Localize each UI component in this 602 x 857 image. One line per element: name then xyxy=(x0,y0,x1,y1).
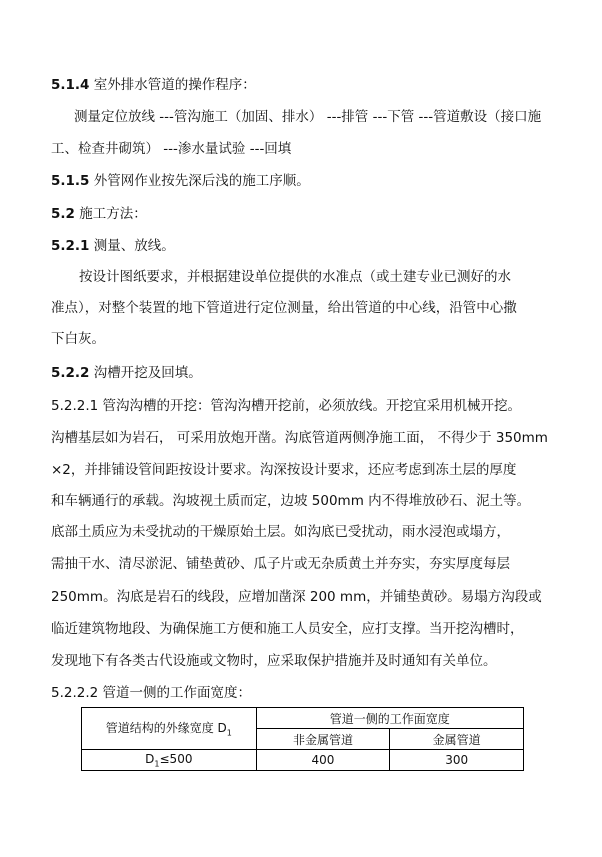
table-cell-d1: $D_1\le 500$ xyxy=(82,750,257,771)
work-width-table xyxy=(81,707,524,771)
heading-5-1-4 xyxy=(51,76,256,94)
table-header-metal: 金属管道 xyxy=(390,729,524,750)
section-title: 测量、放线。 xyxy=(89,238,175,254)
paragraph-line: 测量定位放线 ---管沟施工（加固、排水） ---排管 ---下管 ---管道敷设（接口施 xyxy=(74,109,542,125)
heading-5-2 xyxy=(51,205,147,223)
section-number: 5.1.4 xyxy=(51,77,90,93)
section-title: 外管网作业按先深后浅的施工序顺。 xyxy=(89,173,310,189)
section-title: 室外排水管道的操作程序： xyxy=(89,77,256,93)
table-header-nonmetal: 非金属管道 xyxy=(256,729,390,750)
heading-5-2-2-2: 5.2.2.2 管道一侧的工作面宽度： xyxy=(51,685,252,701)
paragraph-line: 5.2.2.1 管沟沟槽的开挖：管沟沟槽开挖前，必须放线。开挖宜采用机械开挖。 xyxy=(51,398,522,414)
paragraph-line: 工、检查井砌筑） ---渗水量试验 ---回填 xyxy=(51,141,292,157)
table-row xyxy=(82,750,524,771)
section-number: 5.2 xyxy=(51,206,75,222)
table-cell-metal: 300 xyxy=(390,750,524,771)
paragraph-line: 发现地下有各类古代设施或文物时，应采取保护措施并及时通知有关单位。 xyxy=(51,653,497,669)
paragraph-line: 需抽干水、清尽淤泥、铺垫黄砂、瓜子片或无杂质黄土并夯实，夯实厚度每层 xyxy=(51,556,510,572)
paragraph-line: ×2，并排铺设管间距按设计要求。沟深按设计要求，还应考虑到冻土层的厚度 xyxy=(51,462,517,478)
paragraph-line: 准点），对整个装置的地下管道进行定位测量，给出管道的中心线，沿管中心撒 xyxy=(51,300,517,316)
heading-5-2-2 xyxy=(51,364,202,382)
paragraph-line: 底部土质应为未受扰动的干燥原始土层。如沟底已受扰动，雨水浸泡或塌方， xyxy=(51,524,510,540)
paragraph-line: 临近建筑物地段、为确保施工方便和施工人员安全，应打支撑。当开挖沟槽时， xyxy=(51,621,524,637)
paragraph-line: 和车辆通行的承载。沟坡视土质而定，边坡 500mm 内不得堆放砂石、泥土等。 xyxy=(51,493,531,509)
table-header-outer-width: 管道结构的外缘宽度 $D_1$ xyxy=(82,708,257,750)
heading-5-2-1 xyxy=(51,237,175,255)
table-header-group: 管道一侧的工作面宽度 xyxy=(256,708,523,729)
table-cell-nonmetal: 400 xyxy=(256,750,390,771)
section-number: 5.2.2 xyxy=(51,365,90,381)
section-title: 施工方法： xyxy=(74,206,147,222)
paragraph-line: 沟槽基层如为岩石， 可采用放炮开凿。沟底管道两侧净施工面， 不得少于 350mm xyxy=(51,430,548,446)
paragraph-line: 下白灰。 xyxy=(51,331,105,347)
section-number: 5.1.5 xyxy=(51,173,90,189)
section-title: 沟槽开挖及回填。 xyxy=(89,365,202,381)
heading-5-1-5 xyxy=(51,172,310,190)
section-number: 5.2.1 xyxy=(51,238,90,254)
paragraph-line: 按设计图纸要求，并根据建设单位提供的水准点（或土建专业已测好的水 xyxy=(79,269,511,285)
paragraph-line: 250mm。沟底是岩石的线段，应增加凿深 200 mm，并铺垫黄砂。易塌方沟段或 xyxy=(51,589,542,605)
